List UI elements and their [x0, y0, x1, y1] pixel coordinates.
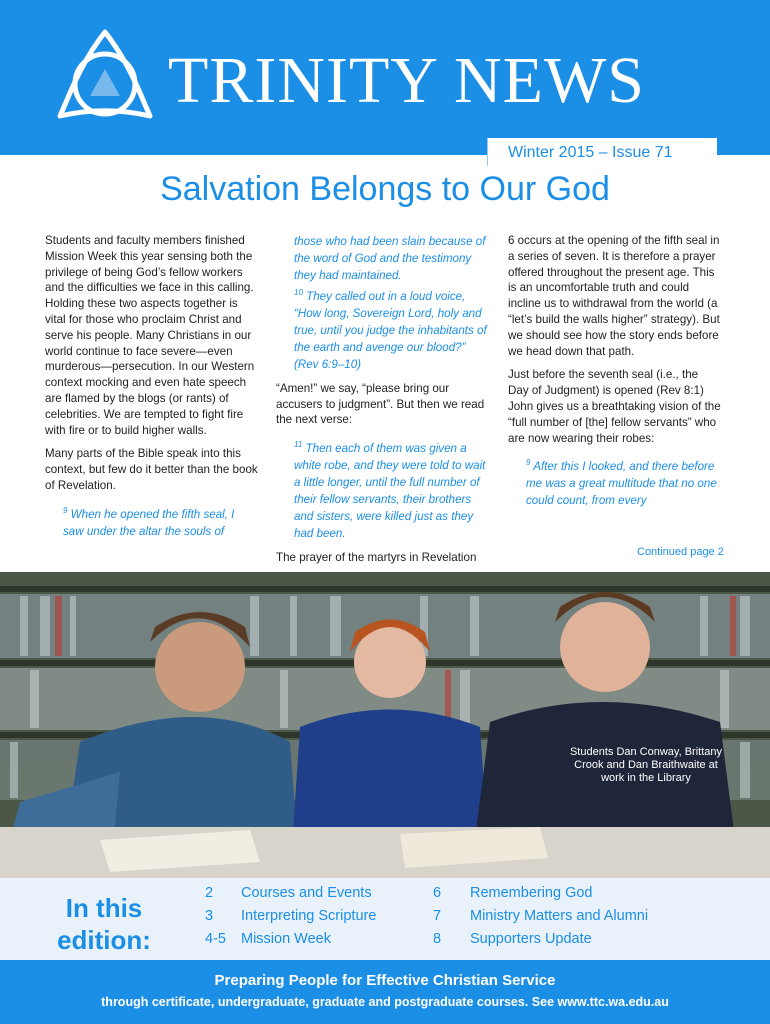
toc-title: Supporters Update: [470, 931, 592, 947]
toc-title: Courses and Events: [241, 885, 372, 901]
verse-text: those who had been slain because of the word of God and the testimony they had maintained.: [294, 235, 486, 282]
toc-title: Ministry Matters and Alumni: [470, 908, 649, 924]
scripture-quote: [63, 502, 258, 540]
verse-number: 9: [63, 505, 68, 515]
toc-page: 3: [205, 908, 214, 924]
toc-title: Interpreting Scripture: [241, 908, 377, 924]
toc-title: Mission Week: [241, 931, 331, 947]
article-headline: Salvation Belongs to Our God: [160, 170, 610, 208]
toc-title: Remembering God: [470, 885, 593, 901]
verse-text: They called out in a loud voice, “How long, Sovereign Lord, holy and true, until you judge the inhabitants of the earth and avenge our blood?” (Rev 6:9–10): [294, 289, 487, 371]
article-column-3: [508, 233, 721, 517]
masthead-title: TRINITY NEWS: [168, 44, 645, 117]
scripture-quote: [526, 454, 721, 509]
paragraph: The prayer of the martyrs in Revelation: [276, 551, 477, 565]
toc-page: 7: [433, 908, 442, 924]
scripture-quote: [294, 233, 489, 373]
paragraph: Students and faculty members finished Mission Week this year sensing both the privilege of being God’s fellow workers and the difficulties we face in this calling. Holding these two aspects together is vital for those who proclaim Christ and serve his people. Many Christians in our world continue to face severe—even murderous—persecution. In our Western context mocking and even hate speech are flamed by the blogs (or rants) of celebrities. We are tempted to fight fire with fire or to build higher walls.: [45, 234, 255, 437]
verse-text: When he opened the fifth seal, I saw under the altar the souls of: [63, 507, 235, 538]
verse-number: 11: [294, 440, 303, 450]
verse-text: After this I looked, and there before me was a great multitude that no one could count, from every: [526, 460, 717, 508]
photo-illustration: [0, 572, 770, 878]
footer-subtitle: through certificate, undergraduate, graduate and postgraduate courses. See www.ttc.wa.edu.au: [101, 995, 669, 1009]
article-column-2: [276, 233, 489, 574]
verse-number: 10: [294, 288, 303, 297]
photo-caption: Students Dan Conway, Brittany Crook and Dan Braithwaite at work in the Library: [569, 746, 723, 784]
library-photo: [0, 572, 770, 878]
contents-heading-line: In this: [65, 893, 143, 923]
paragraph: “Amen!” we say, “please bring our accusers to judgment”. But then we read the next verse:: [276, 381, 485, 427]
contents-heading-line: edition:: [57, 925, 151, 955]
footer-band: [0, 960, 770, 1024]
scripture-quote: [294, 436, 489, 542]
paragraph: 6 occurs at the opening of the fifth seal in a series of seven. It is therefore a prayer offered throughout the present age. This is an uncomfortable truth and could incline us to withdrawal from the world (a “let’s build the walls higher” strategy). But we should see how the story ends before we head down that path.: [508, 234, 720, 358]
toc-page: 2: [205, 885, 214, 901]
footer-tagline: Preparing People for Effective Christian Service: [214, 972, 556, 989]
verse-text: Then each of them was given a white robe, and they were told to wait a little longer, until the full number of their fellow servants, their brothers and sisters, were killed just as they had been.: [294, 442, 486, 541]
toc-page: 8: [433, 931, 442, 947]
toc-page: 4-5: [205, 931, 226, 947]
issue-label: Winter 2015 – Issue 71: [508, 144, 673, 161]
article-column-1: [45, 233, 258, 548]
paragraph: Just before the seventh seal (i.e., the Day of Judgment) is opened (Rev 8:1) John gives us a breathtaking vision of the “full number of [the] fellow servants” who are now wearing their robes:: [508, 368, 721, 445]
continued-note: Continued page 2: [637, 546, 724, 558]
trinity-logo-icon: [50, 24, 160, 134]
verse-number: 9: [526, 458, 531, 468]
toc-page: 6: [433, 885, 442, 901]
paragraph: Many parts of the Bible speak into this context, but few do it better than the book of Revelation.: [45, 447, 258, 492]
contents-heading: [55, 892, 153, 956]
